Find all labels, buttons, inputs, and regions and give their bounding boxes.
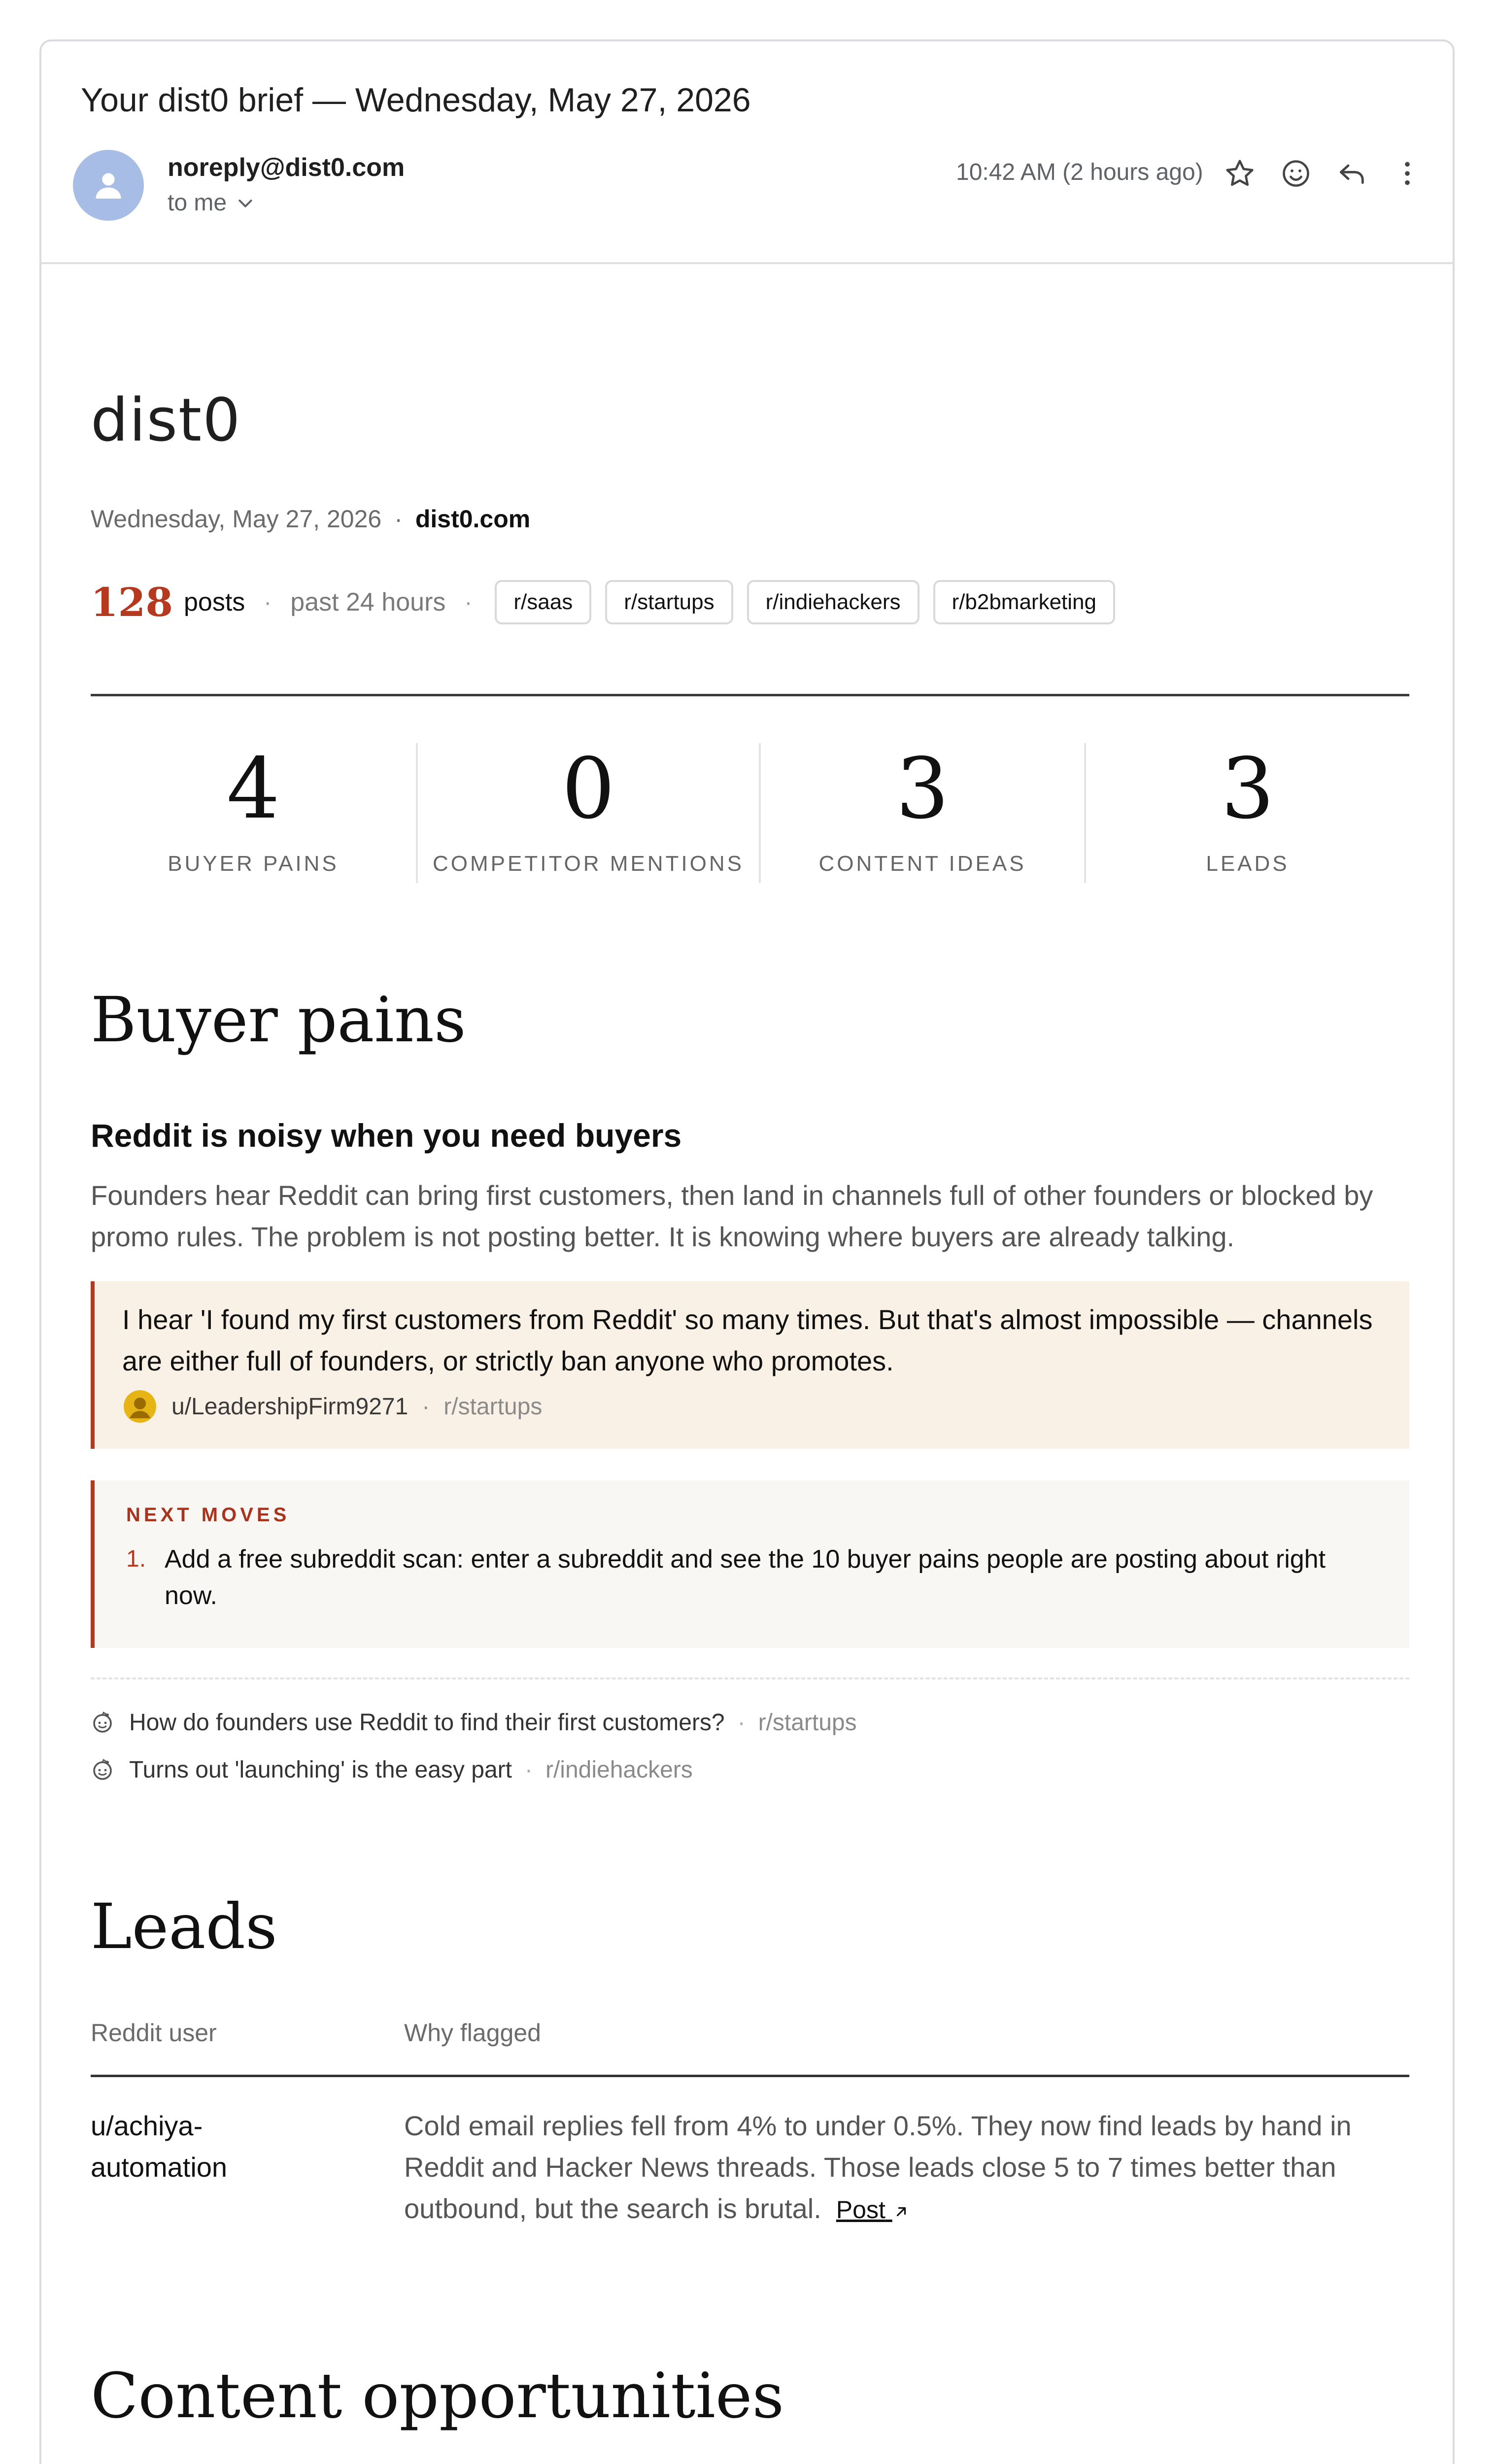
next-moves-label: NEXT MOVES — [126, 1504, 290, 1526]
subreddit-chip[interactable]: r/saas — [495, 580, 591, 624]
posts-summary — [91, 578, 1115, 627]
separator-dot: · — [464, 589, 473, 616]
next-move-item — [126, 1541, 1382, 1614]
separator-dot: · — [394, 505, 403, 533]
stat-content-ideas — [761, 740, 1084, 883]
stat-value: 3 — [1221, 740, 1275, 838]
lead-username[interactable] — [91, 2105, 386, 2188]
stats-top-rule — [91, 694, 1409, 696]
person-icon — [91, 168, 126, 203]
source-subreddit: r/indiehackers — [545, 1756, 693, 1783]
star-icon — [1224, 157, 1256, 190]
external-link-icon — [892, 2203, 910, 2221]
separator-dot: · — [737, 1709, 746, 1736]
separator-dot: · — [264, 589, 272, 616]
email-subject: Your dist0 brief — Wednesday, May 27, 2026 — [81, 81, 751, 119]
stat-value: 4 — [226, 740, 280, 838]
recipient-label: to me — [168, 190, 227, 216]
quote-text: I hear 'I found my first customers from Reddit' so many times. But that's almost impossible — channels are either full of founders, or strictly ban anyone who promotes. — [122, 1304, 1373, 1376]
stat-label: CONTENT IDEAS — [818, 852, 1026, 876]
sender-address[interactable]: noreply@dist0.com — [168, 153, 405, 182]
brief-date: Wednesday, May 27, 2026 — [91, 505, 382, 533]
lead-reason — [404, 2105, 1409, 2230]
subreddit-chip[interactable]: r/b2bmarketing — [933, 580, 1115, 624]
quote-attribution — [122, 1389, 1382, 1424]
next-moves-box — [91, 1480, 1409, 1648]
section-title-content-opportunities: Content opportunities — [91, 2360, 784, 2432]
stat-label: COMPETITOR MENTIONS — [433, 852, 744, 876]
stat-buyer-pains — [91, 740, 416, 883]
more-options-button[interactable] — [1390, 156, 1425, 191]
source-link[interactable] — [91, 1752, 693, 1787]
user-avatar-icon — [122, 1389, 158, 1424]
brand-logo: dist0 — [91, 386, 241, 455]
quote-subreddit[interactable]: r/startups — [443, 1393, 543, 1420]
email-card — [39, 39, 1455, 2464]
next-move-text: Add a free subreddit scan: enter a subreddit and see the 10 buyer pains people are posting about right now. — [165, 1545, 1326, 1610]
reddit-quote — [91, 1281, 1409, 1449]
post-link-label: Post — [836, 2196, 885, 2224]
subreddit-chip[interactable]: r/indiehackers — [747, 580, 919, 624]
email-timestamp: 10:42 AM (2 hours ago) — [956, 159, 1203, 185]
separator-dot: · — [524, 1756, 533, 1783]
quote-username[interactable]: u/LeadershipFirm9271 — [171, 1393, 409, 1420]
section-title-buyer-pains: Buyer pains — [91, 984, 466, 1056]
brief-date-line — [91, 505, 530, 533]
lead-reason-text: Cold email replies fell from 4% to under 0.5%. They now find leads by hand in Reddit and Hacker News threads. Those leads close 5 to 7 times better than outbound, but the search is brutal. — [404, 2110, 1352, 2224]
reddit-icon — [91, 1758, 114, 1781]
recipient-toggle[interactable] — [168, 189, 255, 216]
star-button[interactable] — [1222, 156, 1258, 191]
stat-value: 0 — [561, 740, 615, 838]
source-title: How do founders use Reddit to find their first customers? — [129, 1709, 725, 1736]
buyer-pain-title: Reddit is noisy when you need buyers — [91, 1117, 682, 1154]
sources-divider — [91, 1677, 1409, 1679]
next-move-number: 1. — [126, 1546, 146, 1572]
stat-leads — [1086, 740, 1409, 883]
reply-button[interactable] — [1334, 156, 1370, 191]
source-link[interactable] — [91, 1705, 857, 1740]
section-title-leads: Leads — [91, 1890, 277, 1963]
header-divider — [41, 262, 1453, 264]
stat-competitor-mentions — [418, 740, 759, 883]
source-subreddit: r/startups — [758, 1709, 857, 1736]
lead-username-line: u/achiya- — [91, 2110, 203, 2141]
stat-label: BUYER PAINS — [168, 852, 339, 876]
brief-site: dist0.com — [415, 505, 531, 533]
smiley-icon — [1280, 158, 1312, 189]
reply-icon — [1336, 158, 1368, 189]
more-vertical-icon — [1392, 158, 1423, 189]
source-title: Turns out 'launching' is the easy part — [129, 1756, 512, 1783]
emoji-react-button[interactable] — [1278, 156, 1314, 191]
leads-col-user: Reddit user — [91, 2019, 217, 2047]
leads-header-rule — [91, 2075, 1409, 2077]
chevron-down-icon — [236, 193, 255, 213]
stat-label: LEADS — [1206, 852, 1290, 876]
buyer-pain-description: Founders hear Reddit can bring first customers, then land in channels full of other founders or blocked by promo rules. The problem is not posting better. It is knowing where buyers are already talking. — [91, 1180, 1373, 1252]
time-period: past 24 hours — [290, 588, 446, 616]
lead-post-link[interactable] — [836, 2196, 910, 2224]
subreddit-chip[interactable]: r/startups — [605, 580, 733, 624]
stat-value: 3 — [895, 740, 950, 838]
reddit-icon — [91, 1711, 114, 1734]
posts-label: posts — [184, 588, 245, 616]
posts-count: 128 — [91, 579, 173, 625]
sender-avatar[interactable] — [73, 150, 144, 221]
separator-dot: · — [422, 1393, 430, 1420]
lead-username-line: automation — [91, 2152, 228, 2183]
leads-col-why: Why flagged — [404, 2019, 541, 2047]
